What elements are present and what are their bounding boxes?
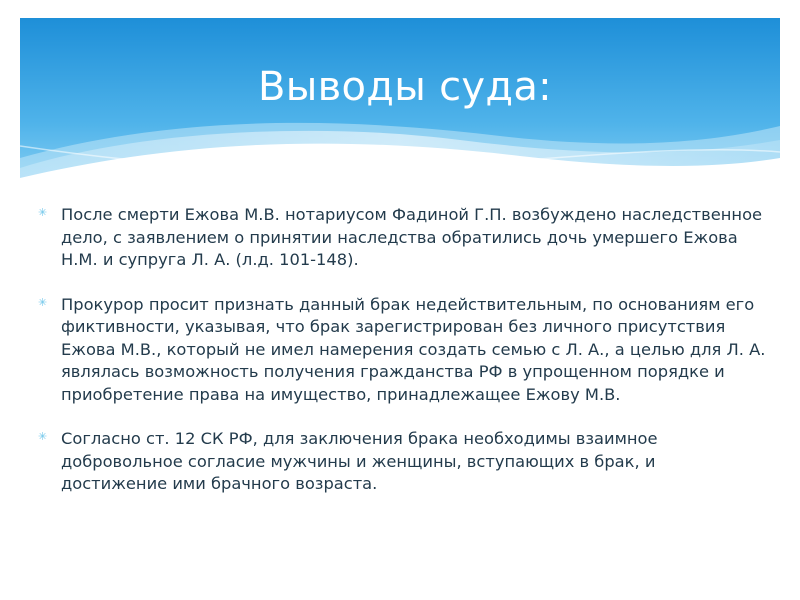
bullet-text: Прокурор просит признать данный брак недействительным, по основаниям его фиктивности, указывая, что брак зарегистрирован без личного присутствия Ежова М.В., который не имел намерения создать семью с Л. А., а целью для Л. А. являлась возможность получения гражданства РФ в упрощенном порядке и приобретение права на имущество, принадлежащее Ежову М.В. bbox=[61, 294, 766, 404]
bullet-item bbox=[38, 204, 766, 272]
slide-header-banner bbox=[20, 18, 780, 193]
bullet-list bbox=[38, 204, 766, 518]
bullet-text: После смерти Ежова М.В. нотариусом Фадиной Г.П. возбуждено наследственное дело, с заявлением о принятии наследства обратились дочь умершего Ежова Н.М. и супруга Л. А. (л.д. 101-148). bbox=[61, 205, 763, 269]
bullet-text: Согласно ст. 12 СК РФ, для заключения брака необходимы взаимное добровольное согласие мужчины и женщины, вступающих в брак, и достижение ими брачного возраста. bbox=[61, 429, 658, 493]
slide-title: Выводы суда: bbox=[258, 64, 552, 110]
asterisk-bullet-icon: ✳ bbox=[38, 295, 48, 309]
slide bbox=[20, 18, 780, 584]
asterisk-bullet-icon: ✳ bbox=[38, 206, 48, 219]
asterisk-bullet-icon: ✳ bbox=[38, 430, 48, 443]
bullet-item bbox=[38, 294, 766, 407]
bullet-item bbox=[38, 428, 766, 496]
